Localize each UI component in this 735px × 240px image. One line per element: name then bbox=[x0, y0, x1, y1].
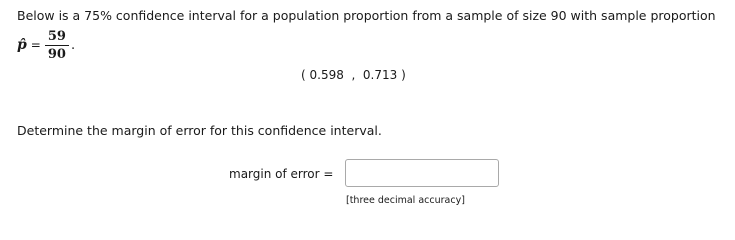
proportion-fraction bbox=[45, 29, 69, 62]
fraction-period: . bbox=[70, 37, 76, 53]
sample-proportion bbox=[17, 25, 75, 65]
fraction-numerator: 59 bbox=[45, 29, 69, 46]
confidence-interval: ( 0.598 , 0.713 ) bbox=[301, 68, 406, 82]
question-text: Determine the margin of error for this confidence interval. bbox=[17, 123, 382, 138]
p-hat-symbol: p̂ bbox=[17, 37, 27, 53]
margin-of-error-label: margin of error = bbox=[229, 167, 334, 181]
problem-intro: Below is a 75% confidence interval for a population proportion from a sample of size 90 with sample proportion bbox=[17, 8, 716, 23]
equals-sign: = bbox=[30, 38, 41, 52]
fraction-denominator: 90 bbox=[47, 46, 66, 62]
accuracy-hint: [three decimal accuracy] bbox=[346, 195, 465, 206]
margin-of-error-input[interactable] bbox=[345, 159, 499, 187]
